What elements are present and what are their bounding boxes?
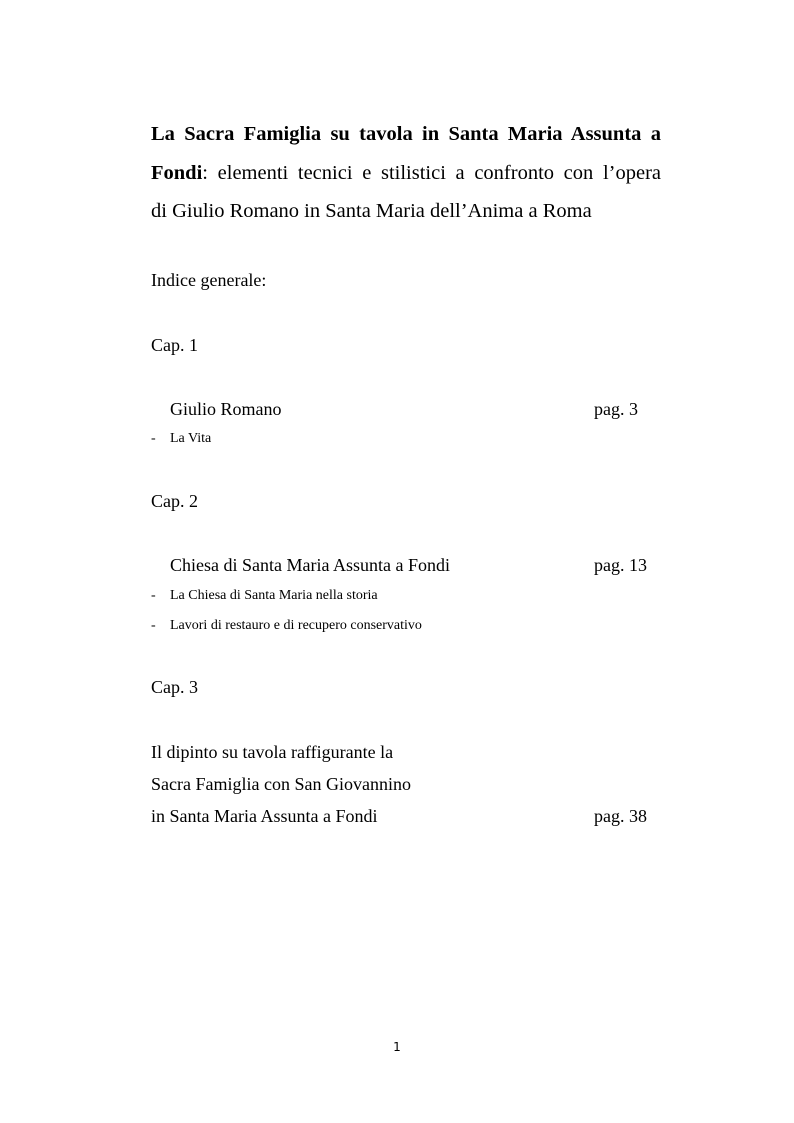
page-number: 1 bbox=[393, 1040, 401, 1054]
chapter-1-item-1-dash: - bbox=[151, 431, 156, 446]
chapter-1-label: Cap. 1 bbox=[151, 335, 198, 355]
title-line-2 bbox=[151, 154, 661, 193]
chapter-3-title-line-3: in Santa Maria Assunta a Fondi bbox=[151, 806, 378, 826]
chapter-3-page: pag. 38 bbox=[594, 806, 647, 826]
title-line-1: La Sacra Famiglia su tavola in Santa Maria Assunta a bbox=[151, 123, 661, 145]
chapter-1-item-1: La Vita bbox=[170, 431, 212, 446]
index-heading: Indice generale: bbox=[151, 270, 267, 290]
title-line-3: di Giulio Romano in Santa Maria dell’Anima a Roma bbox=[151, 200, 592, 222]
chapter-3-label: Cap. 3 bbox=[151, 677, 198, 697]
chapter-3-title-line-1: Il dipinto su tavola raffigurante la bbox=[151, 742, 394, 762]
chapter-2-item-1: La Chiesa di Santa Maria nella storia bbox=[170, 588, 378, 603]
document-title bbox=[151, 115, 661, 231]
chapter-3-title-line-2: Sacra Famiglia con San Giovannino bbox=[151, 774, 411, 794]
title-subtitle: : elementi tecnici e stilistici a confronto con l’opera bbox=[202, 161, 661, 184]
chapter-2-item-2-dash: - bbox=[151, 618, 156, 633]
chapter-2-item-2: Lavori di restauro e di recupero conservativo bbox=[170, 618, 422, 633]
chapter-1-page: pag. 3 bbox=[594, 399, 638, 419]
chapter-2-title: Chiesa di Santa Maria Assunta a Fondi bbox=[170, 555, 450, 575]
chapter-2-page: pag. 13 bbox=[594, 555, 647, 575]
chapter-1-title: Giulio Romano bbox=[170, 399, 282, 419]
chapter-2-label: Cap. 2 bbox=[151, 491, 198, 511]
title-bold-fondi: Fondi bbox=[151, 161, 203, 184]
chapter-2-item-1-dash: - bbox=[151, 588, 156, 603]
